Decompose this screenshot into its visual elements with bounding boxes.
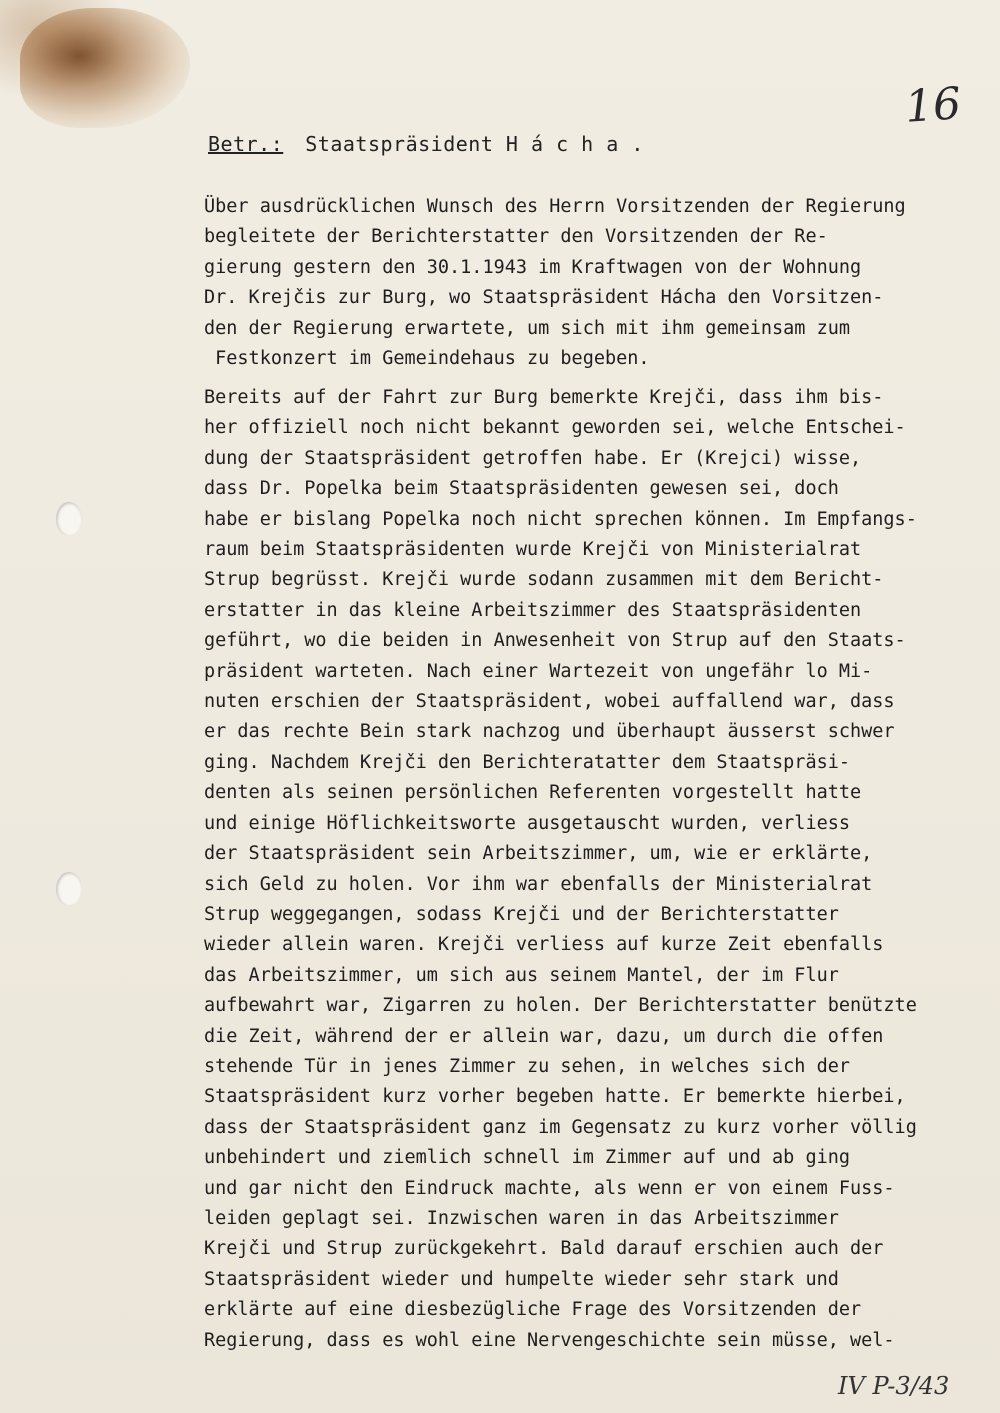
paragraph-1: Über ausdrücklichen Wunsch des Herrn Vorsitzenden der Regierung begleitete der Berichterstatter den Vorsitzenden der Re- gierung gestern den 30.1.1943 im Kraftwagen von der Wohnung Dr. Krejčis zur Burg, wo Staatspräsident Hácha den Vorsitzen- den der Regierung erwartete, um sich mit ihm gemeinsam zum Festkonzert im Gemeindehaus zu begeben. (204, 196, 906, 370)
subject-label: Betr.: (208, 132, 284, 156)
subject-text: Staatspräsident H á c h a . (305, 132, 644, 156)
paper-stain (20, 8, 190, 128)
punch-hole-top (56, 502, 82, 536)
archive-mark: IV P-3/43 (838, 1372, 950, 1400)
subject-line (208, 132, 644, 156)
paragraph-2: Bereits auf der Fahrt zur Burg bemerkte Krejči, dass ihm bis- her offiziell noch nicht bekannt geworden sei, welche Entschei- dung der Staatspräsident getroffen habe. Er (Krejci) wisse, dass Dr. Popelka beim Staatspräsidenten gewesen sei, doch habe er bislang Popelka noch nicht sprechen können. Im Empfangs- raum beim Staatspräsidenten wurde Krejči von Ministerialrat Strup begrüsst. Krejči wurde sodann zusammen mit dem Bericht- erstatter in das kleine Arbeitszimmer des Staatspräsidenten geführt, wo die beiden in Anwesenheit von Strup auf den Staats- präsident warteten. Nach einer Wartezeit von ungefähr lo Mi- nuten erschien der Staatspräsident, wobei auffallend war, dass er das rechte Bein stark nachzog und überhaupt äusserst schwer ging. Nachdem Krejči den Berichteratatter dem Staatspräsi- denten als seinen persönlichen Referenten vorgestellt hatte und einige Höflichkeitsworte ausgetauscht wurden, verliess der Staatspräsident sein Arbeitszimmer, um, wie er erklärte, sich Geld zu holen. Vor ihm war ebenfalls der Ministerialrat Strup weggegangen, sodass Krejči und der Berichterstatter wieder allein waren. Krejči verliess auf kurze Zeit ebenfalls das Arbeitszimmer, um sich aus seinem Mantel, der im Flur aufbewahrt war, Zigarren zu holen. Der Berichterstatter benützte die Zeit, während der er allein war, dazu, um durch die offen stehende Tür in jenes Zimmer zu sehen, in welches sich der Staatspräsident kurz vorher begeben hatte. Er bemerkte hierbei, dass der Staatspräsident ganz im Gegensatz zu kurz vorher völlig unbehindert und ziemlich schnell im Zimmer auf und ab ging und gar nicht den Eindruck machte, als wenn er von einem Fuss- leiden geplagt sei. Inzwischen waren in das Arbeitszimmer Krejči und Strup zurückgekehrt. Bald darauf erschien auch der Staatspräsident wieder und humpelte wieder sehr stark und erklärte auf eine diesbezügliche Frage des Vorsitzenden der Regierung, dass es wohl eine Nervengeschichte sein müsse, wel- (204, 387, 917, 1351)
folio-number: 16 (903, 78, 963, 133)
punch-hole-bottom (56, 872, 82, 906)
